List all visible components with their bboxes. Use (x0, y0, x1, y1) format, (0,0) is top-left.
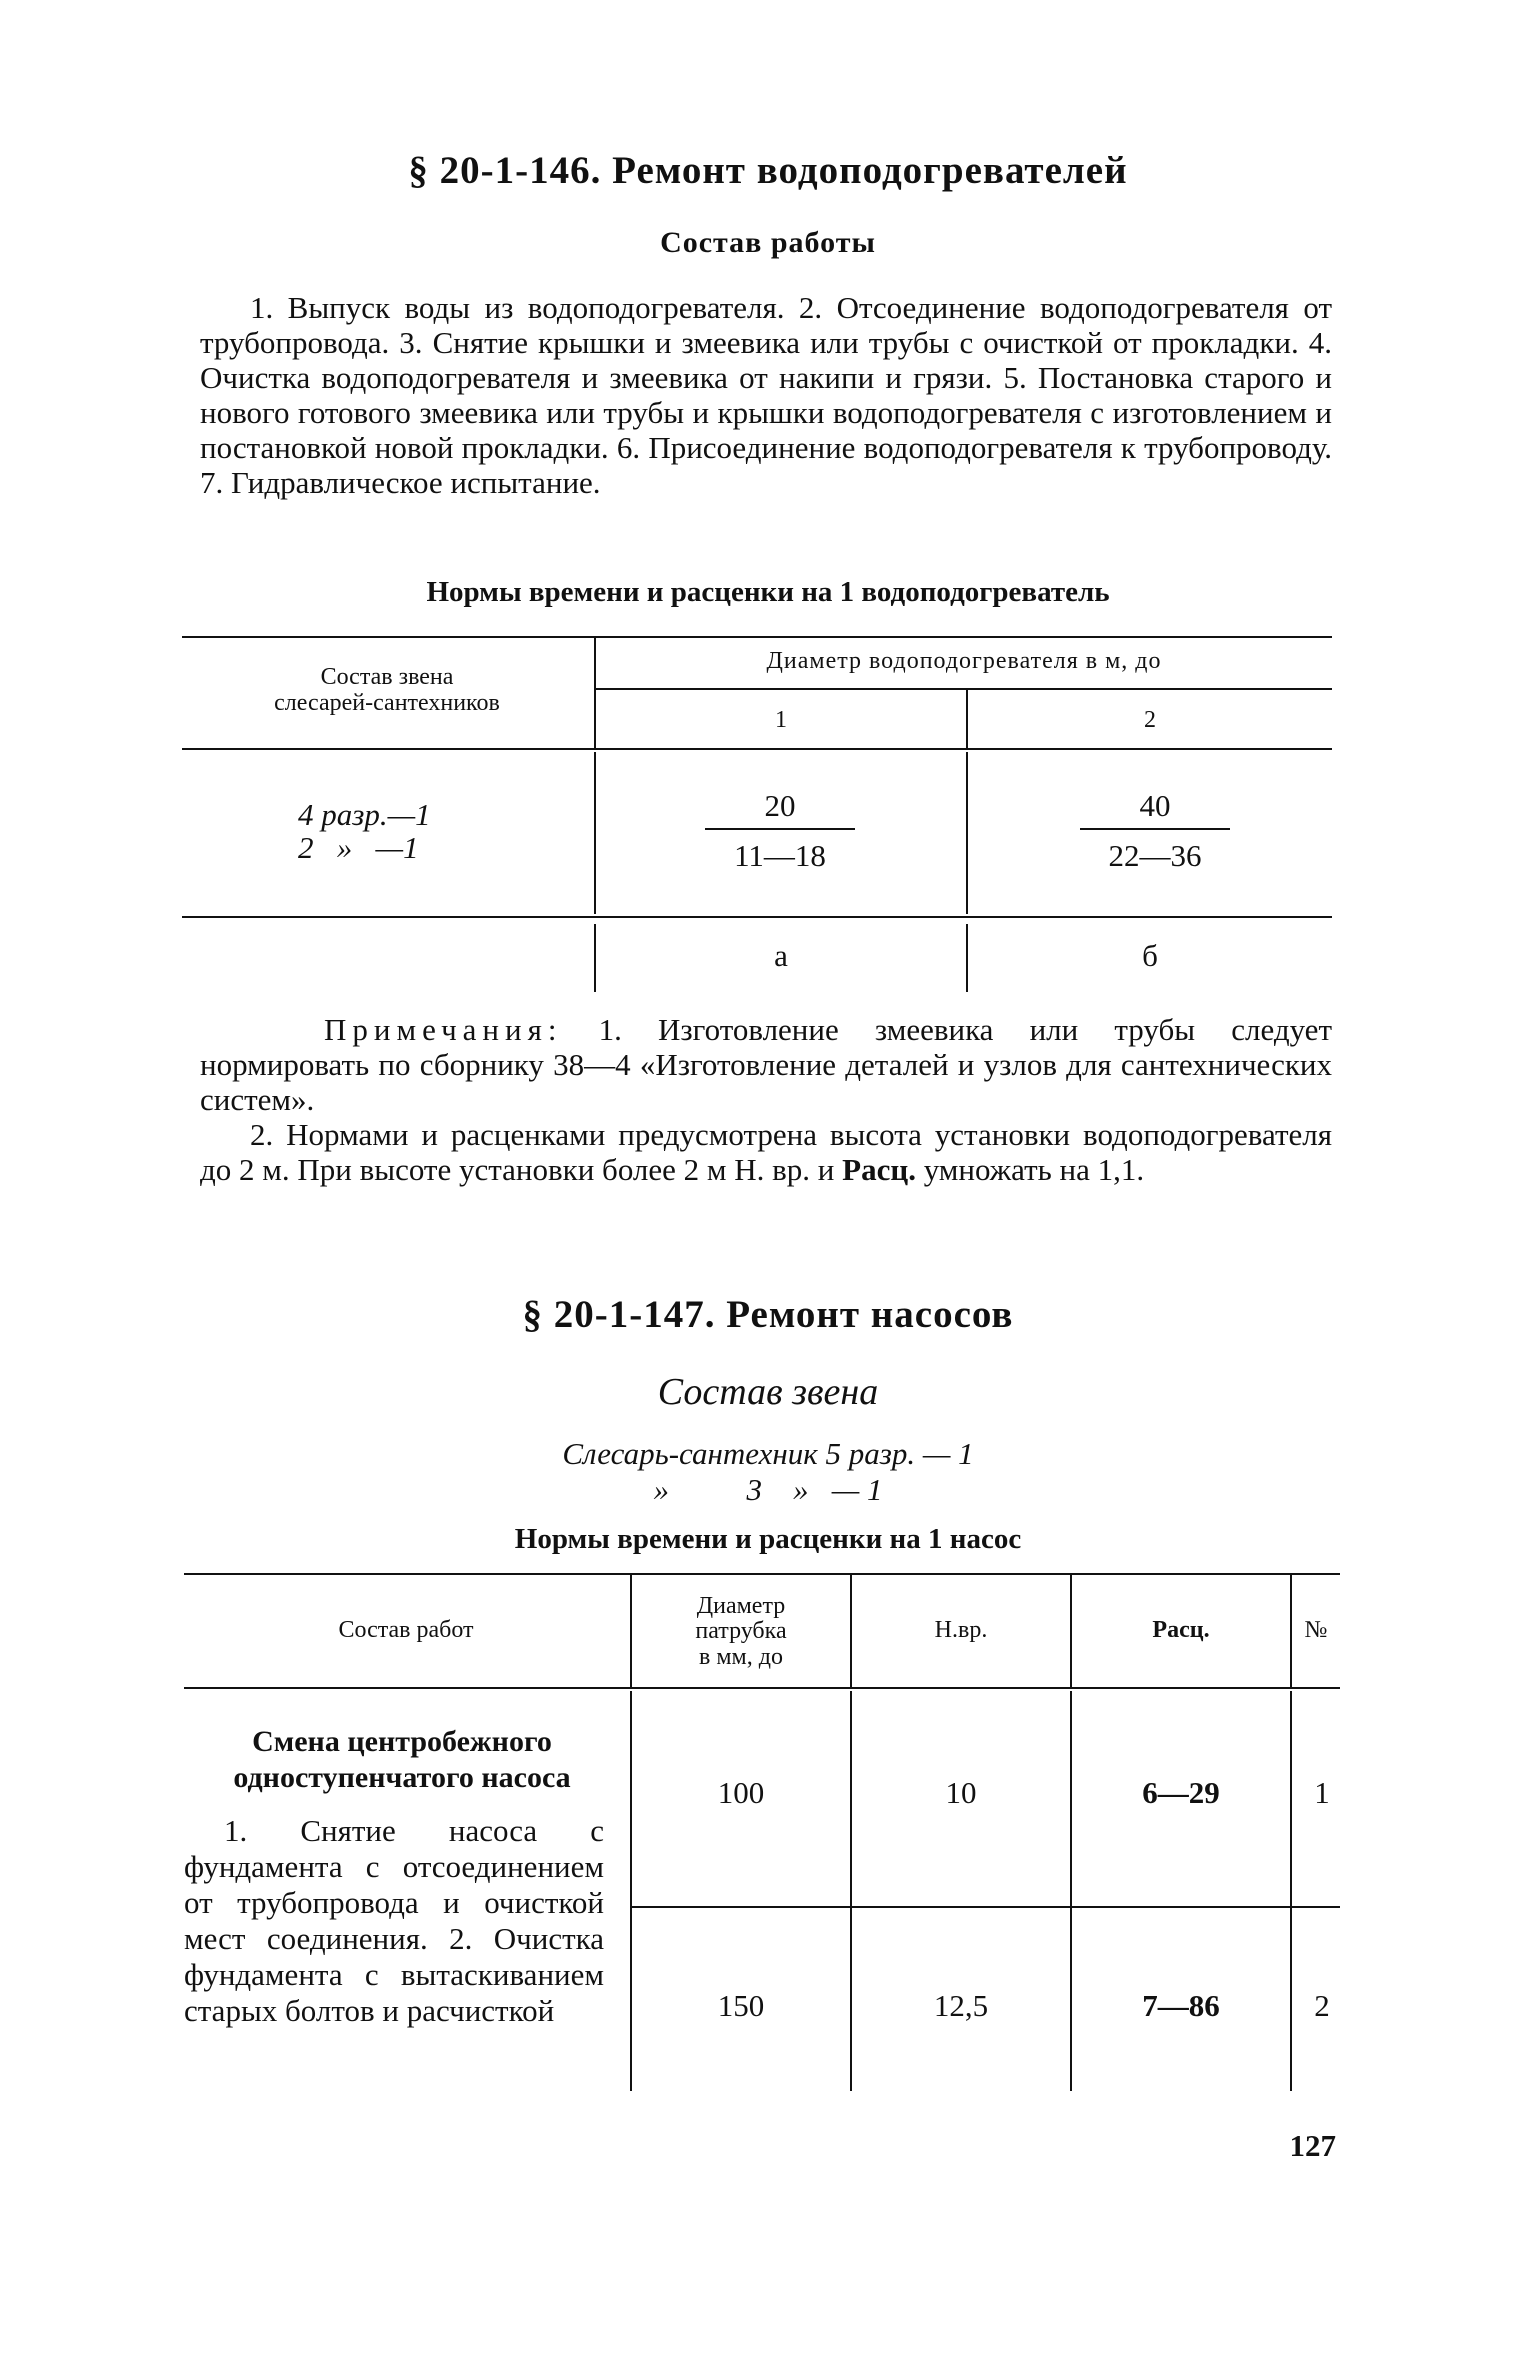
section-147-title: § 20-1-147. Ремонт насосов (522, 1293, 1014, 1336)
d2-time-norm: 40 (1139, 788, 1171, 823)
note-2-bold: Расц. (842, 1152, 916, 1187)
d1-time-norm: 20 (764, 788, 796, 823)
col-price-header: Расц. (1152, 1617, 1210, 1643)
table-146-vline-d (966, 752, 968, 914)
table-147-vline-1b (630, 1691, 632, 2091)
note-1-text: 1. Изготовление змеевика или трубы следует нормировать по сборнику 38—4 «Изготовление деталей и узлов для сантехнических систем». (200, 1012, 1332, 1117)
col-crew-header-line2: слесарей-сантехников (274, 690, 500, 716)
note-1 (200, 1012, 1332, 1117)
table-147-row-rule (630, 1906, 1340, 1908)
row2-diameter: 150 (717, 1988, 765, 2023)
section-146-title: § 20-1-146. Ремонт водоподогревателей (408, 149, 1128, 192)
col-pipe-header-line1: Диаметр (696, 1593, 786, 1619)
work-composition-text: 1. Выпуск воды из водоподогревателя. 2. Отсоединение водоподогревателя от трубопровода. 3. Снятие крышки и змеевика или трубы с очисткой от прокладки. 4. Очистка водоподогревателя и змеевика от накипи и грязи. 5. Постановка старого и нового готового змеевика или трубы и крышки водоподогревателя с изготовлением и постановкой новой прокладки. 6. Присоединение водоподогревателя к трубопроводу. 7. Гидравлическое испытание. (200, 290, 1332, 500)
table-147-header-rule (184, 1687, 1340, 1689)
crew-heading: Состав звена (657, 1371, 879, 1413)
note-2-text-a: 2. Нормами и расценками предусмотрена высота установки водоподогревателя до 2 м. При высоте установки более 2 м Н. вр. и (200, 1117, 1332, 1187)
col-work-header: Состав работ (338, 1617, 474, 1643)
column-letter-a: а (774, 938, 788, 973)
table-146-header-rule (596, 688, 1332, 690)
note-2-text-b: умножать на 1,1. (915, 1152, 1145, 1187)
column-letter-b: б (1142, 938, 1158, 973)
crew-line-2: » 3 » — 1 (653, 1472, 883, 1507)
table-146-body-bottom-rule (182, 916, 1332, 918)
note-2 (200, 1117, 1332, 1187)
row1-no: 1 (1314, 1775, 1330, 1810)
table-146-vline-c (594, 752, 596, 914)
table-147-top-rule (184, 1573, 1340, 1575)
table-146-caption: Нормы времени и расценки на 1 водоподогреватель (426, 576, 1110, 608)
work-title: Смена центробежного одноступенчатого насоса (233, 1725, 571, 1794)
table-147-vline-3b (1070, 1691, 1072, 2091)
col-norm-header: Н.вр. (934, 1617, 988, 1643)
row2-price: 7—86 (1142, 1988, 1220, 2023)
crew-line-1: Слесарь-сантехник 5 разр. — 1 (562, 1436, 974, 1471)
table-147-caption: Нормы времени и расценки на 1 насос (514, 1523, 1022, 1555)
table-146-header-bottom-rule (182, 748, 1332, 750)
col-pipe-header-line2: патрубка (695, 1618, 787, 1644)
d2-price: 22—36 (1108, 838, 1202, 873)
row1-norm: 10 (945, 1775, 977, 1810)
d1-fraction-bar (705, 828, 855, 830)
col-pipe-header-line3: в мм, до (699, 1644, 783, 1670)
work-composition-heading: Состав работы (660, 226, 876, 259)
page-number: 127 (1289, 2128, 1336, 2163)
col-diameter-1: 1 (775, 707, 787, 733)
row2-norm: 12,5 (933, 1988, 989, 2023)
col-no-header: № (1304, 1617, 1328, 1643)
col-crew-header-line1: Состав звена (320, 664, 454, 690)
col-diameter-header: Диаметр водоподогревателя в м, до (766, 648, 1162, 674)
row1-diameter: 100 (717, 1775, 765, 1810)
crew-line-2: 2 » —1 (298, 830, 419, 865)
d2-fraction-bar (1080, 828, 1230, 830)
col-diameter-2: 2 (1144, 707, 1156, 733)
notes-label: Примечания: (324, 1012, 563, 1047)
crew-line-1: 4 разр.—1 (298, 797, 431, 832)
table-146-top-rule (182, 636, 1332, 638)
table-147-vline-2b (850, 1691, 852, 2091)
row1-price: 6—29 (1142, 1775, 1220, 1810)
d1-price: 11—18 (734, 838, 826, 873)
row2-no: 2 (1314, 1988, 1330, 2023)
work-steps: 1. Снятие насоса с фундамента с отсоединением от трубопровода и очисткой мест соединения. 2. Очистка фундамента с вытаскиванием старых болтов и расчисткой (184, 1813, 604, 2028)
table-147-vline-4b (1290, 1691, 1292, 2091)
